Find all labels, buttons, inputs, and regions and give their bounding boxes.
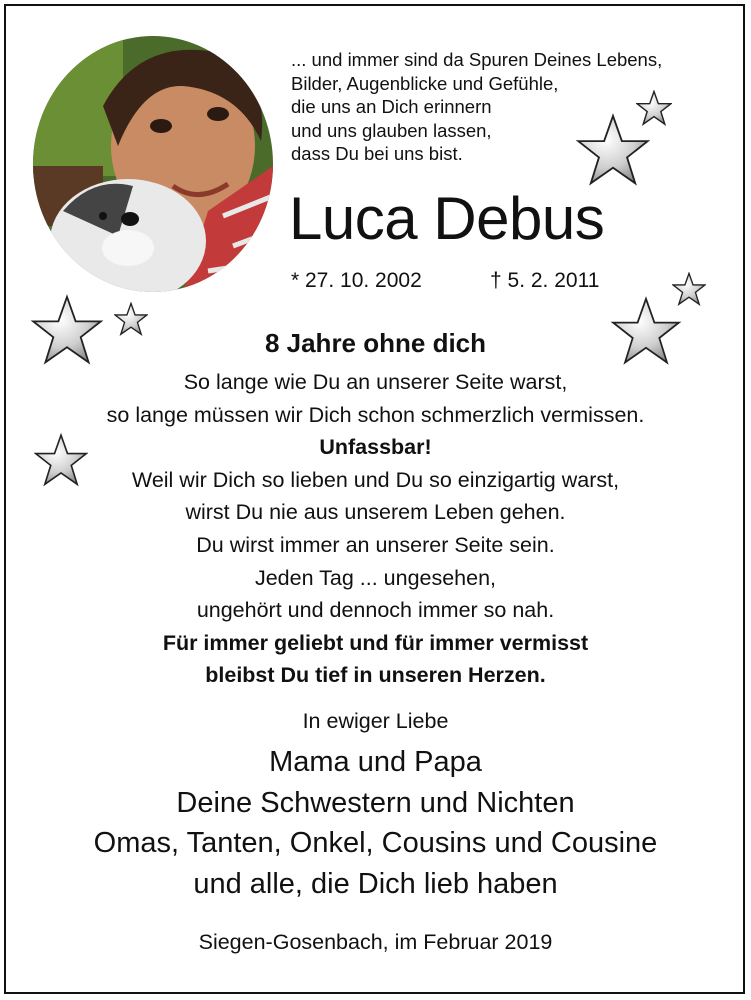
quote-line: ... und immer sind da Spuren Deines Lebens, [291, 49, 663, 70]
signature-intro: In ewiger Liebe [302, 709, 449, 733]
quote-line: Bilder, Augenblicke und Gefühle, [291, 72, 559, 94]
tribute-line: Für immer geliebt und für immer vermisst [162, 630, 589, 655]
star-icon [30, 294, 104, 366]
tribute-line: so lange müssen wir Dich schon schmerzlich vermissen. [106, 402, 645, 427]
heading: 8 Jahre ohne dich [264, 328, 487, 358]
tribute-line: ungehört und dennoch immer so nah. [196, 598, 555, 623]
star-icon [610, 296, 682, 366]
death-date: † 5. 2. 2011 [490, 269, 600, 292]
signature [0, 742, 751, 904]
star-icon [34, 432, 88, 488]
signature-line: und alle, die Dich lieb haben [193, 867, 558, 900]
tribute-line: Jeden Tag ... ungesehen, [254, 565, 497, 590]
tribute-line: bleibst Du tief in unseren Herzen. [205, 663, 546, 688]
tribute-line: Du wirst immer an unserer Seite sein. [196, 532, 555, 557]
signature-line: Deine Schwestern und Nichten [176, 786, 575, 819]
tribute-line: Weil wir Dich so lieben und Du so einzigartig warst, [131, 467, 620, 492]
portrait-photo [33, 36, 273, 292]
quote-line: und uns glauben lassen, [291, 119, 492, 141]
tribute-line: Unfassbar! [319, 435, 432, 460]
tribute-text [0, 366, 751, 692]
signature-line: Mama und Papa [269, 746, 482, 778]
place-date: Siegen-Gosenbach, im Februar 2019 [198, 930, 553, 954]
signature-line: Omas, Tanten, Onkel, Cousins und Cousine [93, 827, 658, 859]
tribute-line: wirst Du nie aus unserem Leben gehen. [185, 500, 566, 525]
birth-date: * 27. 10. 2002 [291, 269, 422, 292]
quote-line: dass Du bei uns bist. [291, 143, 463, 164]
deceased-name: Luca Debus [289, 185, 605, 252]
star-icon [576, 112, 650, 188]
quote-line: die uns an Dich erinnern [291, 96, 492, 117]
star-icon [114, 302, 148, 336]
tribute-line: So lange wie Du an unserer Seite warst, [183, 370, 568, 394]
